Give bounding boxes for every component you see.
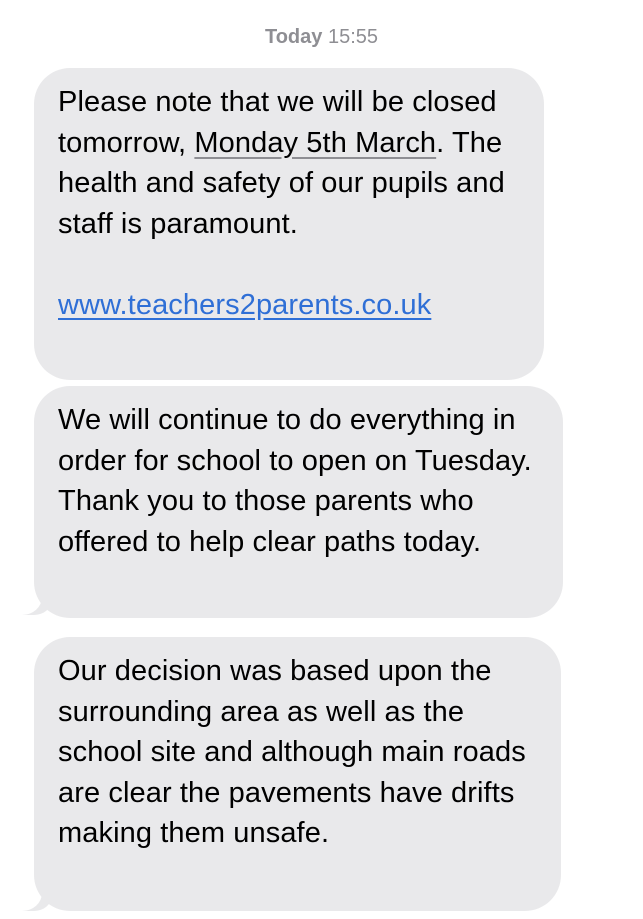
message-bubble-1[interactable] [34,68,544,380]
message-1-blank-line [58,244,522,285]
message-timestamp [0,24,643,50]
message-2-text: We will continue to do everything in order for school to open on Tuesday. Thank you to those parents who offered to help clear paths today. [58,404,532,558]
message-1-body [58,82,522,244]
website-link[interactable]: www.teachers2parents.co.uk [58,288,432,321]
message-1-text-end: . The health and safety of our pupils and staff is paramount. [58,126,505,240]
message-bubble-2[interactable] [34,386,563,618]
message-bubble-3[interactable] [34,637,561,911]
message-1-link-line [58,285,522,326]
date-detected-link[interactable]: Monday 5th March [194,126,437,159]
message-1-text-start: Please note that we will be closed tomorrow, [58,86,497,159]
timestamp-day: Today [264,26,323,48]
timestamp-time: 15:55 [327,26,379,48]
message-3-text: Our decision was based upon the surrounding area as well as the school site and although main roads are clear the pavements have drifts making them unsafe. [58,655,526,849]
